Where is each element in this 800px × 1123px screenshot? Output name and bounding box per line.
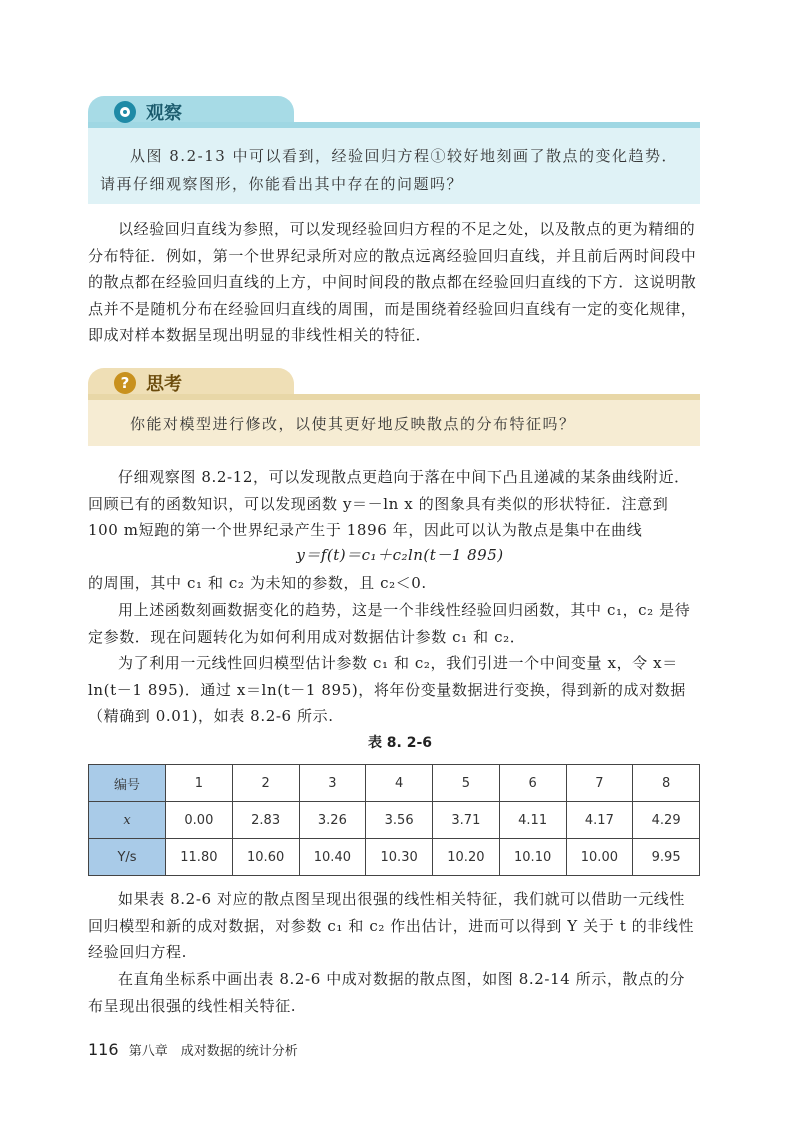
observe-title: 观察 [146,103,182,124]
table-cell: 4 [366,765,433,802]
table-cell: 10.20 [433,839,500,876]
row-header-id: 编号 [89,765,166,802]
table-cell: 2 [232,765,299,802]
table-cell: 10.30 [366,839,433,876]
table-cell: 10.10 [499,839,566,876]
chapter-title: 第八章 成对数据的统计分析 [128,1044,298,1059]
table-cell: 11.80 [166,839,233,876]
table-cell: 2.83 [232,802,299,839]
table-cell: 10.60 [232,839,299,876]
table-cell: 7 [566,765,633,802]
question-icon: ? [114,372,136,394]
table-row-y [89,839,700,876]
table-caption: 表 8. 2-6 [367,735,433,751]
think-text: 你能对模型进行修改，以使其更好地反映散点的分布特征吗？ [130,415,576,433]
paragraph-linear-feature: 如果表 8.2-6 对应的散点图呈现出很强的线性相关特征，我们就可以借助一元线性回归模型和新的成对数据，对参数 c₁ 和 c₂ 作出估计，进而可以得到 Y 关于 t 的非线性经验回归方程. [88,890,695,961]
table-cell: 10.00 [566,839,633,876]
table-row-x [89,802,700,839]
paragraph-curve-observation: 仔细观察图 8.2-12，可以发现散点更趋向于落在中间下凸且递减的某条曲线附近．回顾已有的函数知识，可以发现函数 y＝－ln x 的图象具有类似的形状特征．注意到 100 m短跑的第一个世界纪录产生于 1896 年，因此可以认为散点是集中在曲线 [88,468,690,539]
table-cell: 10.40 [299,839,366,876]
row-header-x: x [89,802,166,839]
eye-icon [114,101,136,123]
table-cell: 6 [499,765,566,802]
table-cell: 4.29 [633,802,700,839]
table-cell: 3.71 [433,802,500,839]
table-cell: 3.26 [299,802,366,839]
paragraph-regression-line: 以经验回归直线为参照，可以发现经验回归方程的不足之处，以及散点的更为精细的分布特征．例如，第一个世界纪录所对应的散点远离经验回归直线，并且前后两时间段中的散点都在经验回归直线的上方，中间时间段的散点都在经验回归直线的下方．这说明散点并不是随机分布在经验回归直线的周围，而是围绕着经验回归直线有一定的变化规律，即成对样本数据呈现出明显的非线性相关的特征． [88,220,697,344]
formula-nonlinear: y＝f(t)＝c₁＋c₂ln(t－1 895) [296,546,504,564]
row-header-y: Y/s [89,839,166,876]
observe-text: 从图 8.2-13 中可以看到，经验回归方程①较好地刻画了散点的变化趋势．请再仔细观察图形，你能看出其中存在的问题吗？ [100,147,679,193]
page-footer [88,1040,298,1059]
table-cell: 0.00 [166,802,233,839]
table-cell: 4.11 [499,802,566,839]
data-table [88,764,700,876]
paragraph-nonlinear-function: 用上述函数刻画数据变化的趋势，这是一个非线性经验回归函数，其中 c₁，c₂ 是待定参数．现在问题转化为如何利用成对数据估计参数 c₁ 和 c₂． [88,601,691,646]
paragraph-parameters: 的周围，其中 c₁ 和 c₂ 为未知的参数，且 c₂＜0. [88,574,427,592]
table-cell: 9.95 [633,839,700,876]
table-row-ids [89,765,700,802]
page-number: 116 [88,1040,119,1059]
table-cell: 3.56 [366,802,433,839]
table-cell: 4.17 [566,802,633,839]
think-title: 思考 [146,374,182,395]
table-cell: 1 [166,765,233,802]
table-cell: 5 [433,765,500,802]
table-cell: 3 [299,765,366,802]
paragraph-scatter-plot: 在直角坐标系中画出表 8.2-6 中成对数据的散点图，如图 8.2-14 所示，散点的分布呈现出很强的线性相关特征. [88,970,685,1015]
table-cell: 8 [633,765,700,802]
paragraph-variable-transform: 为了利用一元线性回归模型估计参数 c₁ 和 c₂，我们引进一个中间变量 x，令 x＝ln(t－1 895)．通过 x＝ln(t－1 895)，将年份变量数据进行变换，得到新的成对数据（精确到 0.01)，如表 8.2-6 所示. [88,654,686,725]
